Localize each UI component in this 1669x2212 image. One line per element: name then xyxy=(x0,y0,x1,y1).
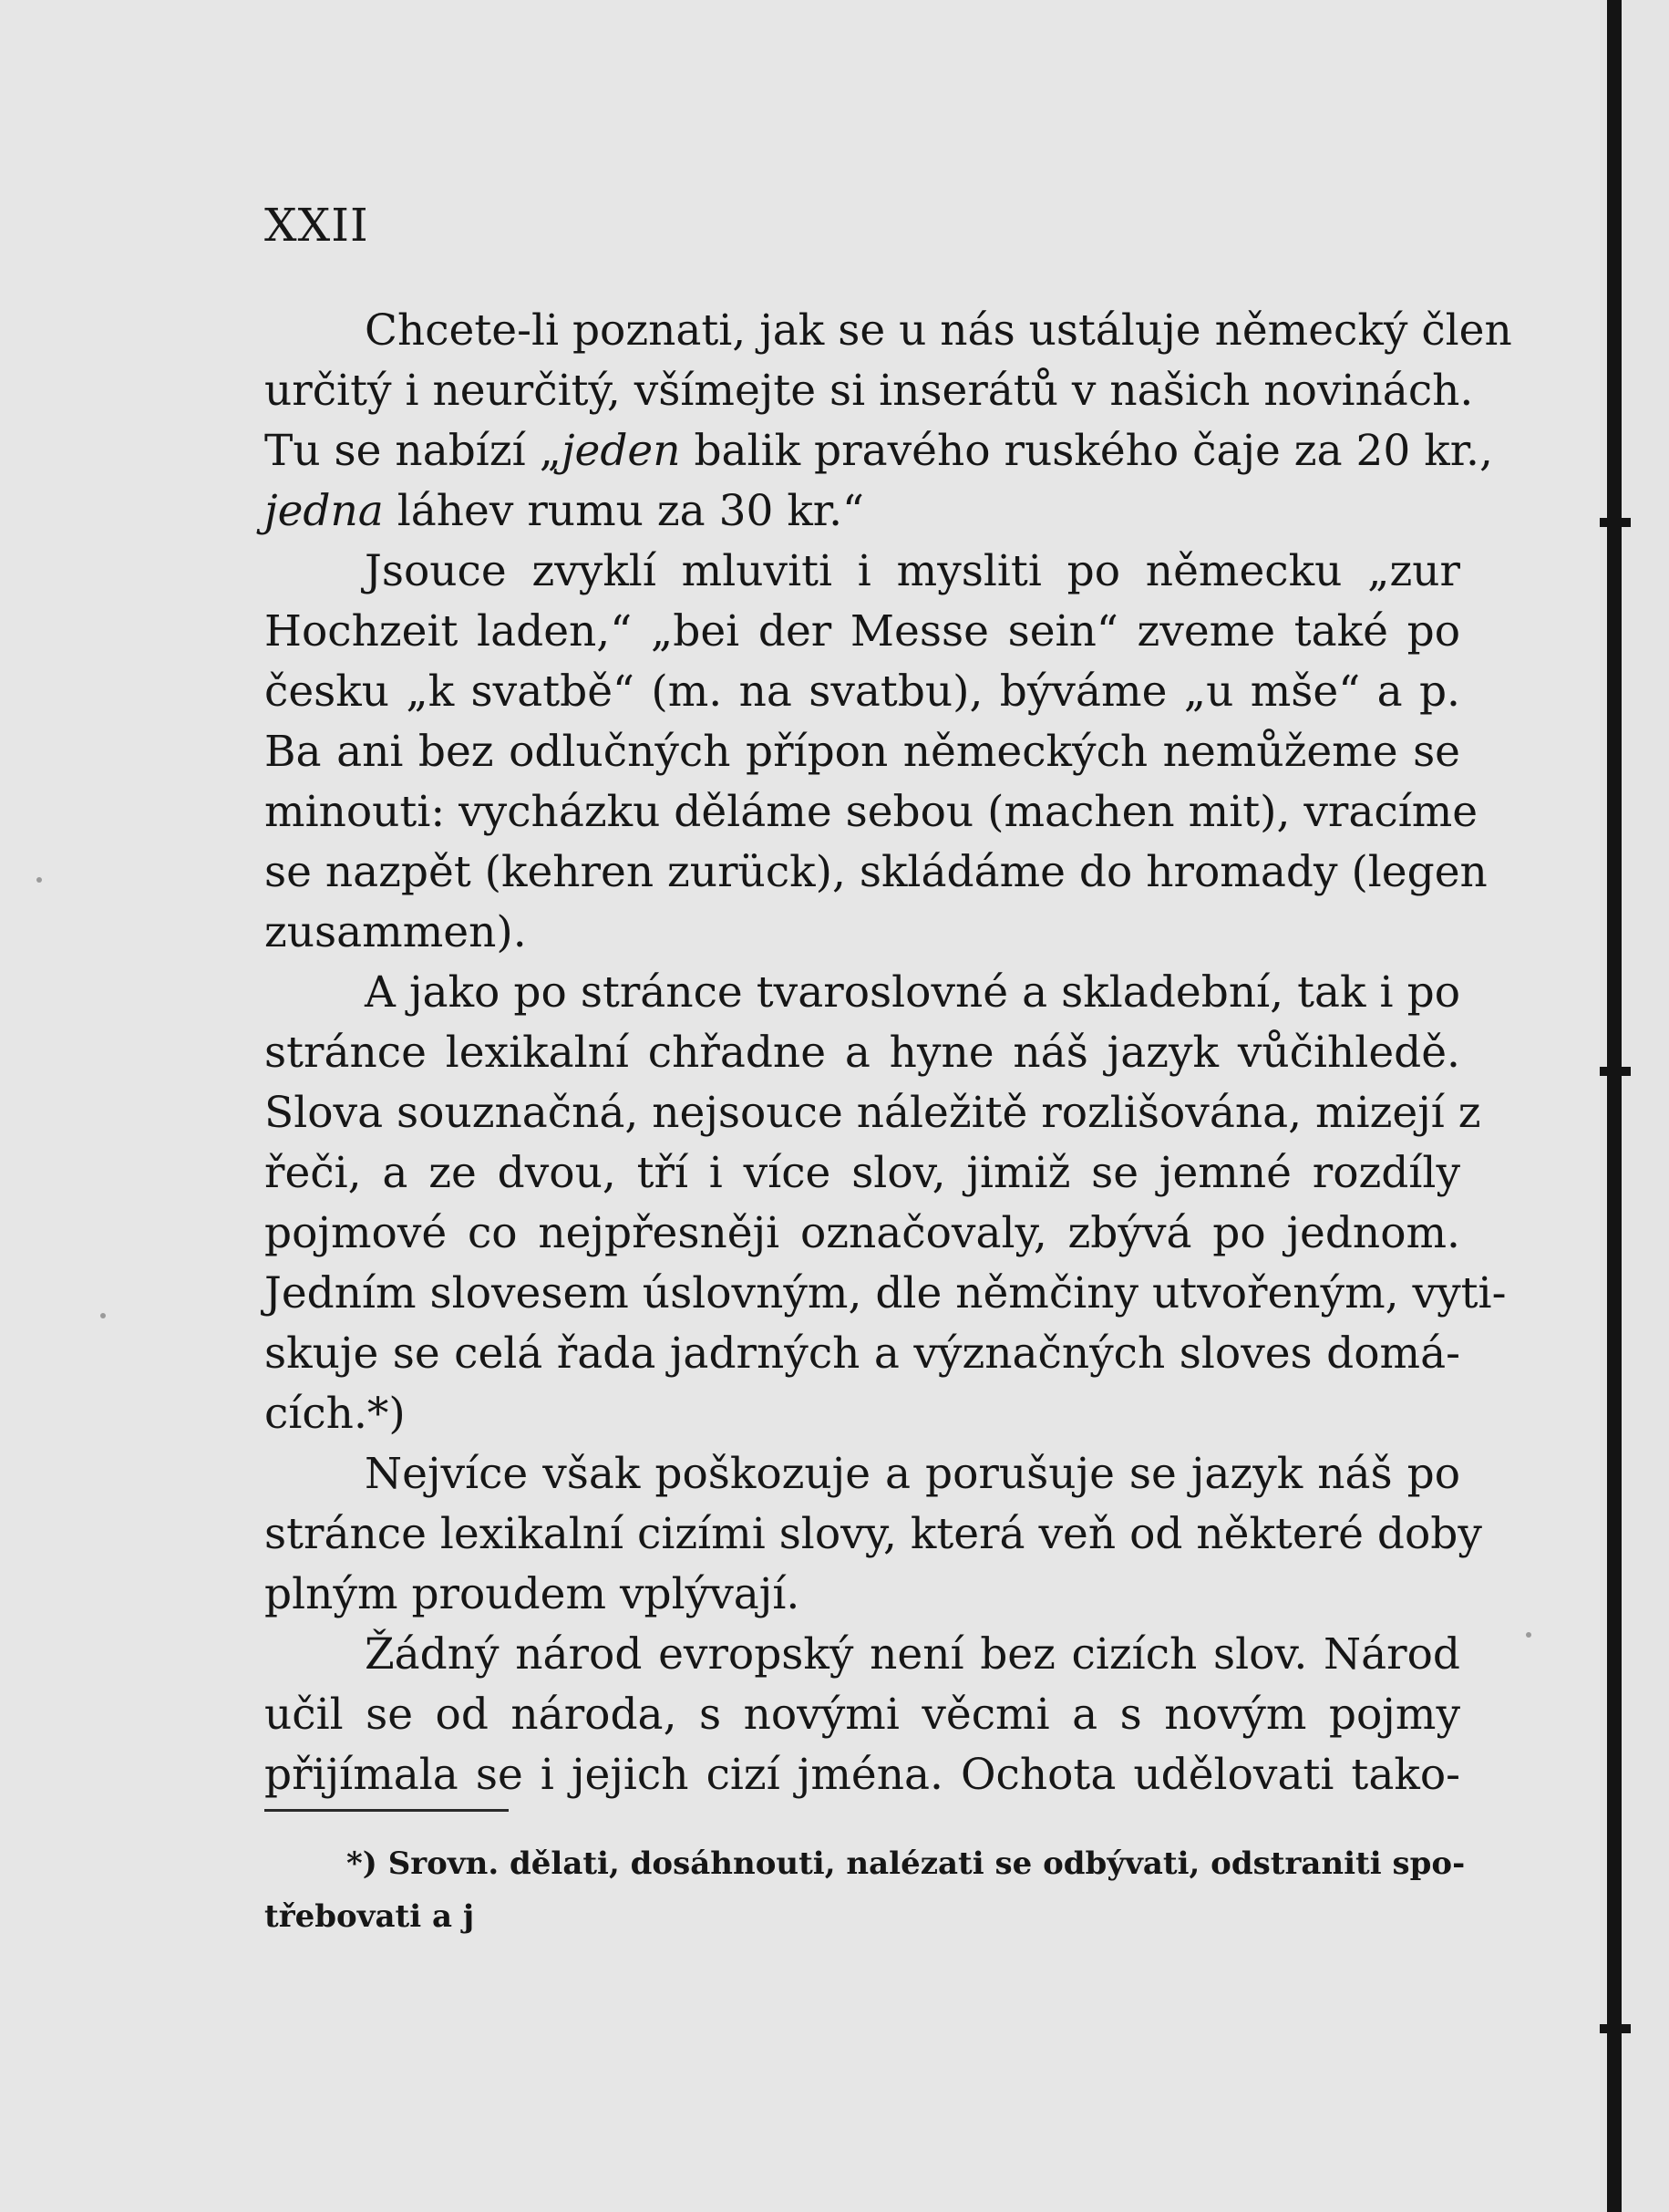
footnote-divider xyxy=(264,1809,509,1812)
text-line: minouti: vycházku děláme sebou (machen mit), vracíme xyxy=(264,787,1478,837)
footnote-line: třebovati a j xyxy=(264,1898,475,1935)
edge-tick xyxy=(1600,2024,1631,2033)
text-line: plným proudem vplývají. xyxy=(264,1569,800,1619)
text-line: Tu se nabízí „jeden balik pravého ruského čaje za 20 kr., xyxy=(264,426,1493,476)
text-line: Ba ani bez odlučných přípon německých nemůžeme se xyxy=(264,727,1460,777)
text-line: Nejvíce však poškozuje a porušuje se jazyk náš po xyxy=(365,1449,1460,1499)
text-line: stránce lexikalní chřadne a hyne náš jazyk vůčihledě. xyxy=(264,1028,1460,1078)
paper-speck xyxy=(1526,1632,1531,1638)
paper-speck xyxy=(100,1313,106,1318)
text-line: cích.*) xyxy=(264,1389,406,1439)
text-line: Chcete-li poznati, jak se u nás ustáluje německý člen xyxy=(365,305,1512,356)
text-line: učil se od národa, s novými věcmi a s novým pojmy xyxy=(264,1690,1460,1740)
text-line: zusammen). xyxy=(264,907,527,957)
text-line: přijímala se i jejich cizí jména. Ochota udělovati tako- xyxy=(264,1750,1460,1800)
text-line: Jsouce zvyklí mluviti i mysliti po německu „zur xyxy=(365,546,1460,596)
text-line: řeči, a ze dvou, tří i více slov, jimiž se jemné rozdíly xyxy=(264,1148,1460,1198)
page-number: XXII xyxy=(264,199,369,252)
text-line: A jako po stránce tvaroslovné a skladební, tak i po xyxy=(365,967,1460,1018)
edge-tick xyxy=(1600,1067,1631,1076)
edge-tick xyxy=(1600,518,1631,527)
binding-edge-line xyxy=(1607,0,1622,2212)
text-line: Hochzeit laden,“ „bei der Messe sein“ zveme také po xyxy=(264,606,1460,656)
text-line: česku „k svatbě“ (m. na svatbu), býváme „u mše“ a p. xyxy=(264,667,1460,717)
text-line: skuje se celá řada jadrných a význačných sloves domá- xyxy=(264,1328,1460,1379)
text-line: Jedním slovesem úslovným, dle němčiny utvořeným, vyti- xyxy=(264,1268,1507,1318)
text-line: určitý i neurčitý, všímejte si inserátů v našich novinách. xyxy=(264,366,1474,416)
text-line: Slova souznačná, nejsouce náležitě rozlišována, mizejí z xyxy=(264,1088,1481,1138)
text-line: pojmové co nejpřesněji označovaly, zbývá po jednom. xyxy=(264,1208,1460,1258)
text-line: Žádný národ evropský není bez cizích slov. Národ xyxy=(365,1629,1460,1680)
paper-speck xyxy=(36,877,42,883)
footnote-line: *) Srovn. dělati, dosáhnouti, nalézati se odbývati, odstraniti spo- xyxy=(346,1845,1466,1882)
text-line: jedna láhev rumu za 30 kr.“ xyxy=(264,486,865,536)
text-line: se nazpět (kehren zurück), skládáme do hromady (legen xyxy=(264,847,1488,897)
page-edge xyxy=(1600,0,1669,2212)
text-line: stránce lexikalní cizími slovy, která veň od některé doby xyxy=(264,1509,1482,1559)
